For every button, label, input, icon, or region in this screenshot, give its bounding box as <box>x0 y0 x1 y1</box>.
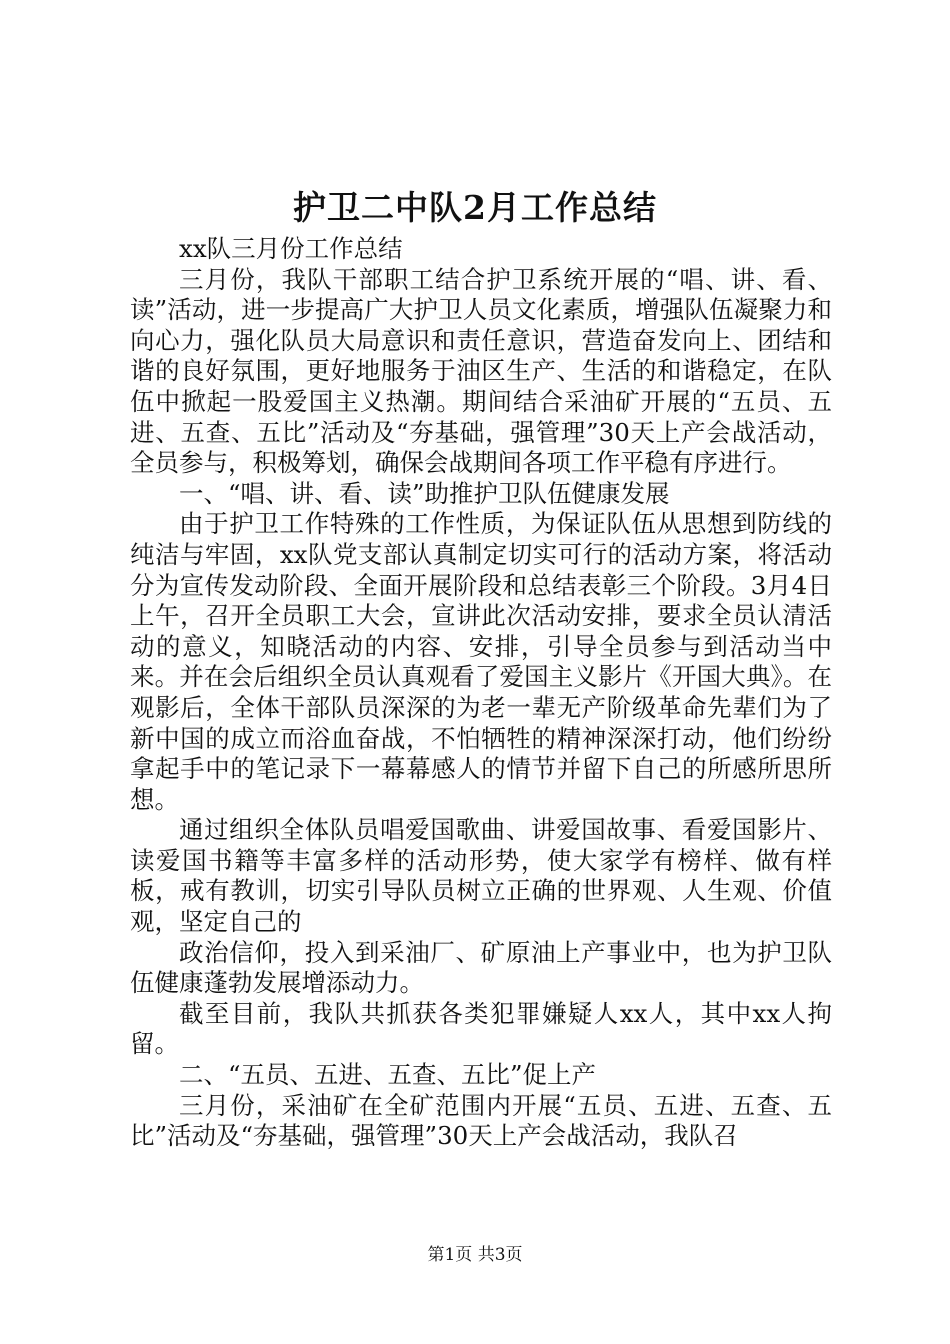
section-1-paragraph: 截至目前，我队共抓获各类犯罪嫌疑人xx人，其中xx人拘留。 <box>130 998 832 1059</box>
section-heading-1: 一、“唱、讲、看、读”助推护卫队伍健康发展 <box>179 478 670 508</box>
subtitle-paragraph: xx队三月份工作总结 <box>179 234 403 263</box>
section-1-paragraph: 由于护卫工作特殊的工作性质，为保证队伍从思想到防线的纯洁与牢固，xx队党支部认真制定切实可行的活动方案，将活动分为宣传发动阶段、全面开展阶段和总结表彰三个阶段。3月4日上午，召开全员职工大会，宣讲此次活动安排，要求全员认清活动的意义，知晓活动的内容、安排，引导全员参与到活动当中来。并在会后组织全员认真观看了爱国主义影片《开国大典》。在观影后，全体干部队员深深的为老一辈无产阶级革命先辈们为了新中国的成立而浴血奋战，不怕牺牲的精神深深打动，他们纷纷拿起手中的笔记录下一幕幕感人的情节并留下自己的所感所思所想。 <box>130 509 832 814</box>
intro-paragraph: 三月份，我队干部职工结合护卫系统开展的“唱、讲、看、读”活动，进一步提高广大护卫人员文化素质，增强队伍凝聚力和向心力，强化队员大局意识和责任意识，营造奋发向上、团结和谐的良好氛围，更好地服务于油区生产、生活的和谐稳定，在队伍中掀起一股爱国主义热潮。期间结合采油矿开展的“五员、五进、五查、五比”活动及“夯基础，强管理”30天上产会战活动，全员参与，积极筹划，确保会战期间各项工作平稳有序进行。 <box>130 264 832 478</box>
section-1-paragraph: 政治信仰，投入到采油厂、矿原油上产事业中，也为护卫队伍健康蓬勃发展增添动力。 <box>130 937 832 998</box>
document-title: 护卫二中队2月工作总结 <box>293 188 657 227</box>
section-2-paragraph: 三月份，采油矿在全矿范围内开展“五员、五进、五查、五比”活动及“夯基础，强管理”30天上产会战活动，我队召 <box>130 1090 832 1151</box>
page-footer: 第1页 共3页 <box>427 1245 523 1265</box>
document-body <box>130 234 832 1152</box>
section-1-paragraph: 通过组织全体队员唱爱国歌曲、讲爱国故事、看爱国影片、读爱国书籍等丰富多样的活动形势，使大家学有榜样、做有样板，戒有教训，切实引导队员树立正确的世界观、人生观、价值观，坚定自己的 <box>130 815 832 937</box>
section-heading-2: 二、“五员、五进、五查、五比”促上产 <box>179 1060 597 1090</box>
